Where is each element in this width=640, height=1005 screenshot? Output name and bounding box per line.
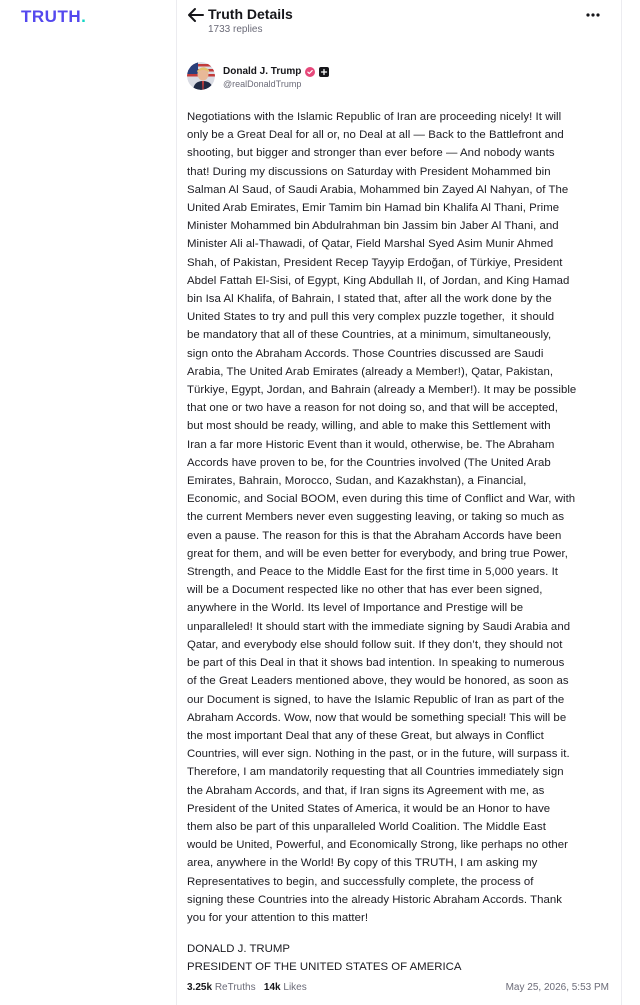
avatar[interactable] bbox=[187, 62, 215, 90]
author-handle[interactable]: @realDonaldTrump bbox=[223, 79, 302, 89]
author-name-row bbox=[223, 66, 329, 77]
post-signature bbox=[187, 940, 611, 976]
retruths-label: ReTruths bbox=[214, 982, 256, 993]
signature-name: DONALD J. TRUMP bbox=[187, 943, 290, 955]
plus-square-icon[interactable] bbox=[319, 67, 329, 77]
reply-count: 1733 replies bbox=[208, 24, 263, 35]
retruths-stat[interactable] bbox=[187, 982, 256, 993]
post-stats bbox=[187, 982, 307, 993]
logo-dot: . bbox=[81, 7, 87, 26]
truth-social-logo[interactable] bbox=[21, 7, 86, 27]
post-timestamp: May 25, 2026, 5:53 PM bbox=[505, 982, 609, 993]
verified-badge-icon bbox=[305, 67, 315, 77]
signature-title: PRESIDENT OF THE UNITED STATES OF AMERICA bbox=[187, 961, 462, 974]
arrow-left-icon[interactable] bbox=[186, 6, 206, 24]
author-name[interactable]: Donald J. Trump bbox=[223, 66, 302, 77]
post-author bbox=[177, 44, 621, 96]
likes-stat[interactable] bbox=[264, 982, 307, 993]
logo-text: TRUTH bbox=[21, 7, 82, 26]
likes-label: Likes bbox=[283, 982, 307, 993]
likes-count: 14k bbox=[263, 982, 281, 993]
page-title: Truth Details bbox=[208, 6, 293, 22]
left-sidebar bbox=[0, 0, 176, 1005]
detail-header bbox=[177, 0, 621, 44]
retruths-count: 3.25k bbox=[187, 982, 213, 993]
post-text: Negotiations with the Islamic Republic of Iran are proceeding nicely! It will only be a Great Deal for all or, no Deal at all — Back to the Battlefront and shooting, but bigger and stronger than ever before — And nobody wants that! During my discussions on Saturday with President Mohammed bin Salman Al Saud, of Saudi Arabia, Mohammed bin Zayed Al Nahyan, of The United Arab Emirates, Emir Tamim bin Hamad bin Khalifa Al Thani, Prime Minister Mohammed bin Abdulrahman bin Jassim bin Jaber Al Thani, and Minister Ali al-Thawadi, of Qatar, Field Marshal Syed Asim Munir Ahmed Shah, of Pakistan, President Recep Tayyip Erdoğan, of Türkiye, President Abdel Fattah El-Sisi, of Egypt, King Abdullah II, of Jordan, and King Hamad bin Isa Al Khalifa, of Bahrain, I stated that, after all the work done by the United States to try and pull this very complex puzzle together, it should be mandatory that all of these Countries, at a minimum, simultaneously, sign onto the Abraham Accords. Those Countries discussed are Saudi Arabia, The United Arab Emirates (already a Member!), Qatar, Pakistan, Türkiye, Egypt, Jordan, and Bahrain (already a Member!). It may be possible that one or two have a reason for not doing so, and that will be accepted, but most should be ready, willing, and able to make this Settlement with Iran a far more Historic Event than it would, otherwise, be. The Abraham Accords have proven to be, for the Countries involved (The United Arab Emirates, Bahrain, Morocco, Sudan, and Kazakhstan), a Financial, Economic, and Social BOOM, even during this time of Conflict and War, with the current Members never even suggesting leaving, or taking so much as even a pause. The reason for this is that the Abraham Accords have been great for them, and will be even better for everybody, and bring true Power, Strength, and Peace to the Middle East for the first time in 5,000 years. It will be a Document respected like no other that has ever been signed, anywhere in the World. Its level of Importance and Prestige will be unparalleled! It should start with the immediate signing by Saudi Arabia and Qatar, and everybody else should follow suit. If they don’t, they should not be part of this Deal in that it shows bad intention. In speaking to numerous of the Great Leaders mentioned above, they would be honored, as soon as our Document is signed, to have the Islamic Republic of Iran as part of the Abraham Accords. Wow, now that would be something special! This will be the most important Deal that any of these Great, but always in Conflict Countries, will ever sign. Nothing in the past, or in the future, will surpass it. Therefore, I am mandatorily requesting that all Countries immediately sign the Abraham Accords, and that, if Iran signs its Agreement with me, as President of the United States of America, it would be an Honor to have them also be part of this unparalleled World Coalition. The Middle East would be United, Powerful, and Economically Strong, like perhaps no other area, anywhere in the World! By copy of this TRUTH, I am asking my Representatives to begin, and successfully complete, the process of signing these Countries into the already Historic Abraham Accords. Thank you for your attention to this matter! bbox=[187, 111, 577, 924]
post-detail-panel bbox=[176, 0, 622, 1005]
more-horizontal-icon[interactable] bbox=[585, 8, 601, 22]
